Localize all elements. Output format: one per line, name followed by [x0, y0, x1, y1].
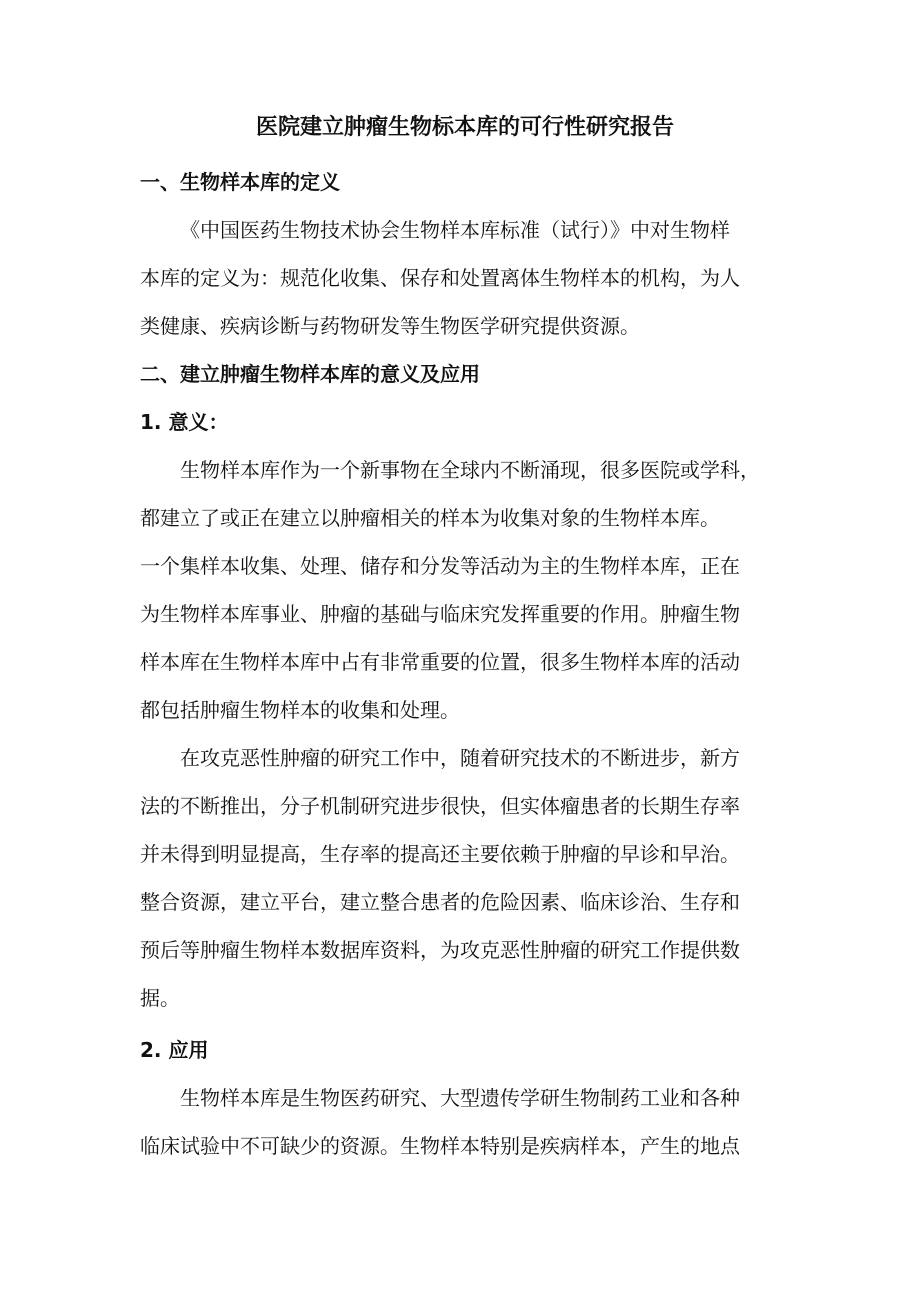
- paragraph-line: 《中国医药生物技术协会生物样本库标准（试行）》中对生物样: [180, 218, 730, 242]
- paragraph-line: 样本库在生物样本库中占有非常重要的位置，很多生物样本库的活动: [140, 650, 740, 674]
- paragraph-line: 都包括肿瘤生物样本的收集和处理。: [140, 698, 460, 722]
- paragraph-line: 一个集样本收集、处理、储存和分发等活动为主的生物样本库，正在: [140, 554, 740, 578]
- paragraph-line: 都建立了或正在建立以肿瘤相关的样本为收集对象的生物样本库。: [140, 506, 720, 530]
- section-heading-significance-application: 二、建立肿瘤生物样本库的意义及应用: [140, 362, 480, 386]
- document-body: [140, 114, 790, 1170]
- subsection-heading-significance: 1. 意义：: [140, 410, 229, 434]
- paragraph-line: 为生物样本库事业、肿瘤的基础与临床究发挥重要的作用。肿瘤生物: [140, 602, 740, 626]
- document-title: 医院建立肿瘤生物标本库的可行性研究报告: [255, 115, 674, 140]
- paragraph-line: 临床试验中不可缺少的资源。生物样本特别是疾病样本，产生的地点: [140, 1134, 740, 1158]
- significance-paragraph-1: [140, 446, 790, 734]
- definition-paragraph: [140, 206, 790, 350]
- paragraph-line: 类健康、疾病诊断与药物研发等生物医学研究提供资源。: [140, 314, 640, 338]
- section-heading-definition: 一、生物样本库的定义: [140, 170, 340, 194]
- paragraph-line: 生物样本库作为一个新事物在全球内不断涌现，很多医院或学科，: [180, 458, 760, 482]
- application-paragraph-1: [140, 1074, 790, 1170]
- paragraph-line: 并未得到明显提高，生存率的提高还主要依赖于肿瘤的早诊和早治。: [140, 842, 740, 866]
- paragraph-line: 法的不断推出，分子机制研究进步很快，但实体瘤患者的长期生存率: [140, 794, 740, 818]
- significance-paragraph-2: [140, 734, 790, 1022]
- paragraph-line: 在攻克恶性肿瘤的研究工作中，随着研究技术的不断进步，新方: [180, 746, 740, 770]
- paragraph-line: 整合资源，建立平台，建立整合患者的危险因素、临床诊治、生存和: [140, 890, 740, 914]
- paragraph-line: 生物样本库是生物医药研究、大型遗传学研生物制药工业和各种: [180, 1086, 740, 1110]
- subsection-heading-application: 2. 应用: [140, 1038, 209, 1062]
- paragraph-line: 预后等肿瘤生物样本数据库资料，为攻克恶性肿瘤的研究工作提供数: [140, 938, 740, 962]
- paragraph-line: 本库的定义为：规范化收集、保存和处置离体生物样本的机构，为人: [140, 266, 740, 290]
- paragraph-line: 据。: [140, 986, 180, 1010]
